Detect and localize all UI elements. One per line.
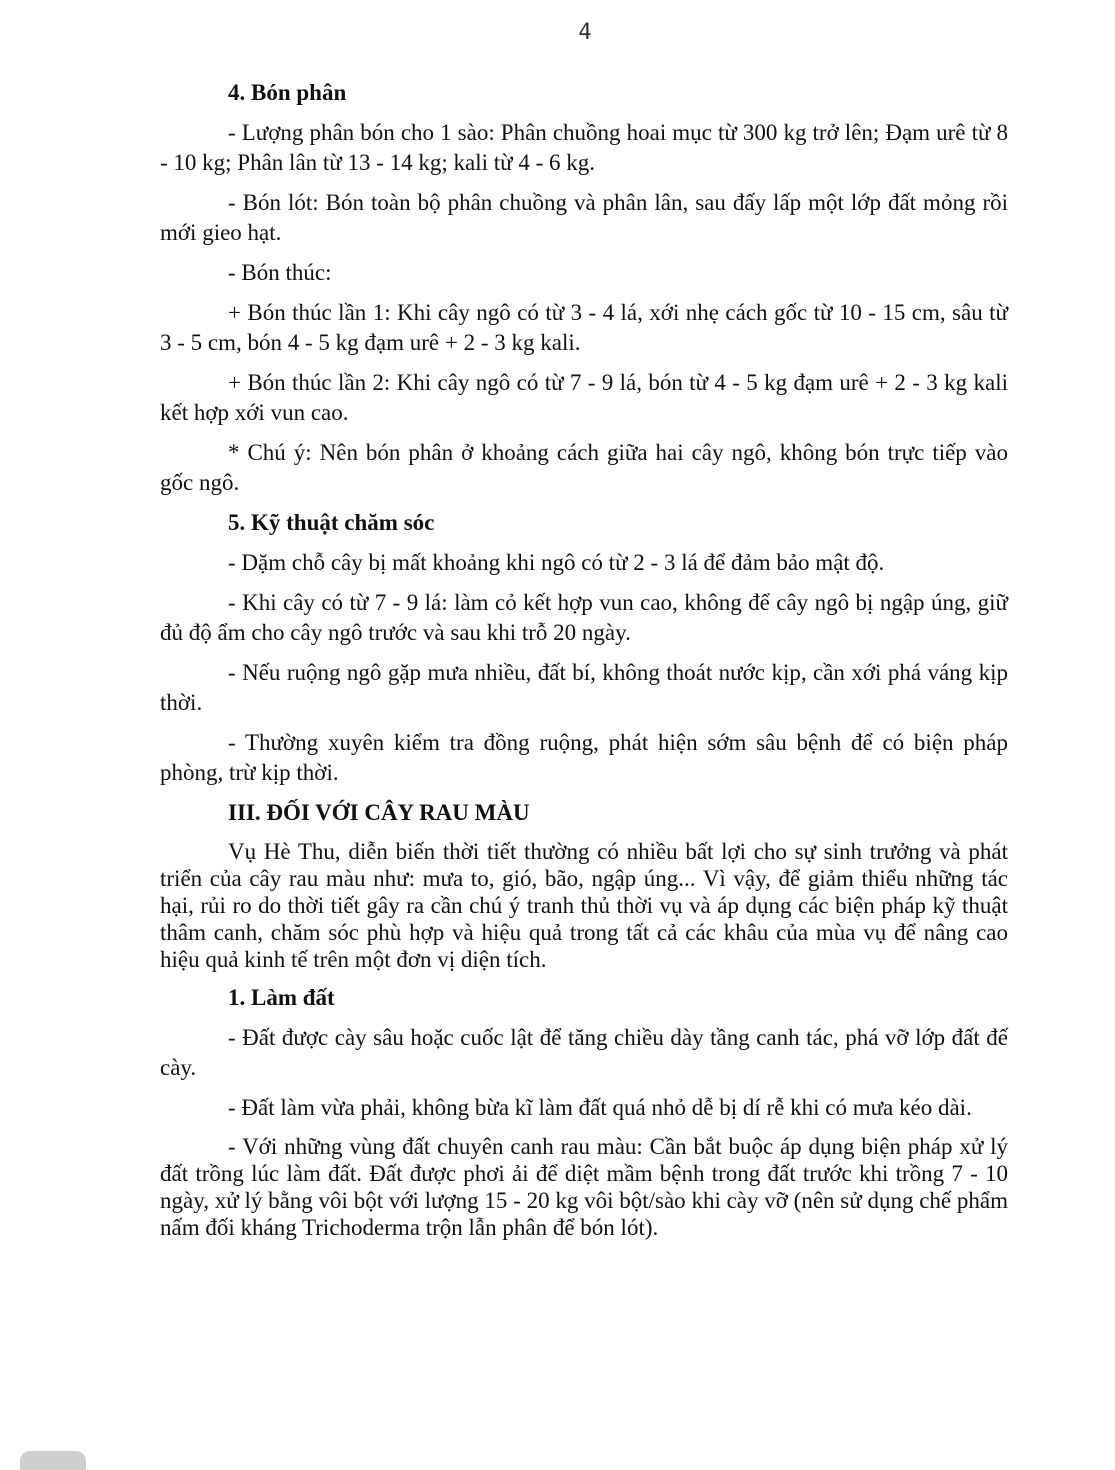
paragraph: + Bón thúc lần 2: Khi cây ngô có từ 7 - 9 lá, bón từ 4 - 5 kg đạm urê + 2 - 3 kg kali kết hợp xới vun cao.	[160, 370, 1008, 425]
paragraph: - Lượng phân bón cho 1 sào: Phân chuồng hoai mục từ 300 kg trở lên; Đạm urê từ 8 - 10 kg; Phân lân từ 13 - 14 kg; kali từ 4 - 6 kg.	[160, 120, 1008, 175]
scroll-indicator[interactable]	[20, 1451, 86, 1470]
paragraph: - Dặm chỗ cây bị mất khoảng khi ngô có từ 2 - 3 lá để đảm bảo mật độ.	[228, 550, 885, 575]
document-body	[160, 78, 1008, 1251]
section-heading: 4. Bón phân	[228, 80, 347, 105]
paragraph: - Với những vùng đất chuyên canh rau màu: Cần bắt buộc áp dụng biện pháp xử lý đất trồng lúc làm đất. Đất được phơi ải để diệt mầm bệnh trong đất trước khi trồng 7 - 10 ngày, xử lý bằng vôi bột với lượng 15 - 20 kg vôi bột/sào khi cày vỡ (nên sử dụng chế phẩm nấm đối kháng Trichoderma trộn lẫn phân để bón lót).	[160, 1134, 1008, 1240]
paragraph: - Nếu ruộng ngô gặp mưa nhiều, đất bí, không thoát nước kịp, cần xới phá váng kịp thời.	[160, 660, 1008, 715]
paragraph: Vụ Hè Thu, diễn biến thời tiết thường có nhiều bất lợi cho sự sinh trưởng và phát triển của cây rau màu như: mưa to, gió, bão, ngập úng... Vì vậy, để giảm thiểu những tác hại, rủi ro do thời tiết gây ra cần chú ý tranh thủ thời vụ và áp dụng các biện pháp kỹ thuật thâm canh, chăm sóc phù hợp và hiệu quả trong tất cả các khâu của mùa vụ để nâng cao hiệu quả kinh tế trên một đơn vị diện tích.	[160, 839, 1008, 972]
paragraph: - Đất được cày sâu hoặc cuốc lật để tăng chiều dày tầng canh tác, phá vỡ lớp đất đế cày.	[160, 1025, 1008, 1080]
section-heading: 1. Làm đất	[228, 985, 335, 1010]
paragraph: - Thường xuyên kiểm tra đồng ruộng, phát hiện sớm sâu bệnh để có biện pháp phòng, trừ kịp thời.	[160, 730, 1008, 785]
section-heading: 5. Kỹ thuật chăm sóc	[228, 510, 435, 535]
paragraph: * Chú ý: Nên bón phân ở khoảng cách giữa hai cây ngô, không bón trực tiếp vào gốc ngô.	[160, 440, 1008, 495]
page-number: 4	[578, 20, 592, 45]
paragraph: - Đất làm vừa phải, không bừa kĩ làm đất quá nhỏ dễ bị dí rễ khi có mưa kéo dài.	[228, 1095, 972, 1120]
paragraph: - Bón thúc:	[228, 260, 332, 285]
paragraph: + Bón thúc lần 1: Khi cây ngô có từ 3 - 4 lá, xới nhẹ cách gốc từ 10 - 15 cm, sâu từ 3 - 5 cm, bón 4 - 5 kg đạm urê + 2 - 3 kg kali.	[160, 300, 1008, 355]
paragraph: - Khi cây có từ 7 - 9 lá: làm cỏ kết hợp vun cao, không để cây ngô bị ngập úng, giữ đủ độ ẩm cho cây ngô trước và sau khi trỗ 20 ngày.	[160, 590, 1008, 645]
paragraph: - Bón lót: Bón toàn bộ phân chuồng và phân lân, sau đấy lấp một lớp đất mỏng rồi mới gieo hạt.	[160, 190, 1008, 245]
section-heading: III. ĐỐI VỚI CÂY RAU MÀU	[228, 800, 530, 825]
